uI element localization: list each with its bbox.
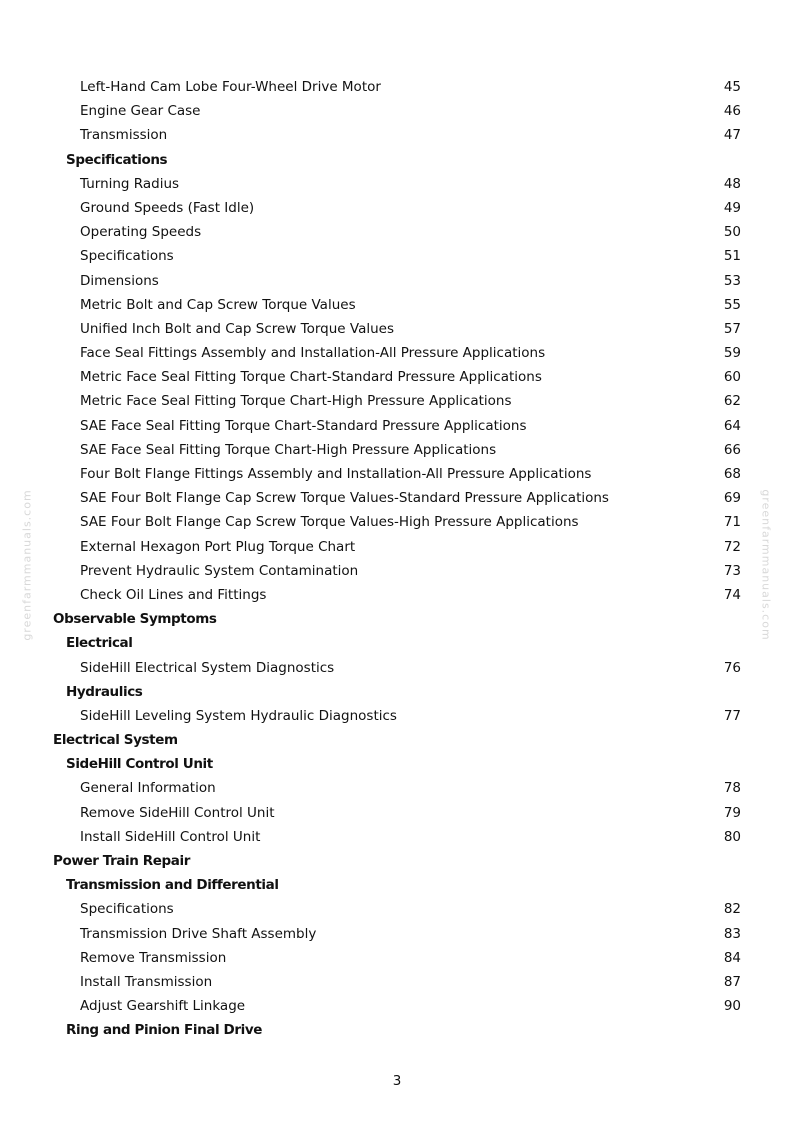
toc-entry-page: 79: [723, 804, 741, 821]
toc-entry-page: 47: [723, 127, 741, 144]
watermark-left: greenfarmmanuals.com: [20, 489, 34, 641]
toc-entry-title: SideHill Electrical System Diagnostics: [80, 659, 335, 676]
toc-heading[interactable]: [0, 680, 794, 704]
toc-entry[interactable]: [0, 244, 794, 268]
toc-entry[interactable]: [0, 75, 794, 99]
toc-entry-title: General Information: [80, 780, 216, 797]
toc-entry-title: Electrical: [66, 635, 133, 652]
toc-entry[interactable]: [0, 123, 794, 147]
toc-entry-title: Ground Speeds (Fast Idle): [80, 199, 255, 216]
toc-entry[interactable]: [0, 946, 794, 970]
toc-entry-page: 55: [723, 296, 741, 313]
toc-entry[interactable]: [0, 776, 794, 800]
toc-entry-title: Metric Bolt and Cap Screw Torque Values: [80, 296, 356, 313]
toc-heading[interactable]: [0, 631, 794, 655]
toc-entry-page: 69: [723, 490, 741, 507]
toc-entry-page: 45: [723, 79, 741, 95]
toc-entry-title: Install SideHill Control Unit: [80, 828, 261, 845]
toc-entry-page: 71: [723, 514, 741, 531]
toc-entry-page: 76: [723, 659, 741, 676]
toc-entry-page: 83: [723, 925, 741, 942]
toc-heading[interactable]: [0, 873, 794, 897]
toc-entry-title: Specifications: [80, 248, 174, 265]
toc-entry-title: Dimensions: [80, 272, 159, 289]
toc-heading[interactable]: [0, 849, 794, 873]
toc-entry[interactable]: [0, 970, 794, 994]
toc-entry-page: 90: [723, 998, 741, 1015]
toc-entry-title: SideHill Control Unit: [66, 756, 213, 773]
toc-entry[interactable]: [0, 196, 794, 220]
toc-entry[interactable]: [0, 704, 794, 728]
toc-entry[interactable]: [0, 462, 794, 486]
toc-entry-page: 80: [723, 828, 741, 845]
toc-entry-page: 57: [723, 320, 741, 337]
toc-entry-title: Install Transmission: [80, 973, 213, 990]
toc-entry[interactable]: [0, 172, 794, 196]
toc-entry-title: Prevent Hydraulic System Contamination: [80, 562, 359, 579]
toc-entry-page: 66: [723, 441, 741, 458]
toc-entry-title: Left-Hand Cam Lobe Four-Wheel Drive Motor: [80, 79, 381, 95]
toc-entry-title: Remove SideHill Control Unit: [80, 804, 275, 821]
toc-entry[interactable]: [0, 510, 794, 534]
toc-entry[interactable]: [0, 922, 794, 946]
toc-entry[interactable]: [0, 341, 794, 365]
toc-entry[interactable]: [0, 535, 794, 559]
toc-entry-title: Turning Radius: [80, 175, 180, 192]
toc-entry-title: Transmission and Differential: [66, 877, 279, 894]
toc-heading[interactable]: [0, 728, 794, 752]
toc-entry-page: 53: [723, 272, 741, 289]
toc-entry[interactable]: [0, 99, 794, 123]
toc-entry-title: Specifications: [66, 151, 168, 168]
toc-entry-page: 59: [723, 345, 741, 362]
toc-entry-page: 46: [723, 103, 741, 120]
toc-entry[interactable]: [0, 317, 794, 341]
toc-entry[interactable]: [0, 438, 794, 462]
toc-entry-title: Check Oil Lines and Fittings: [80, 586, 267, 603]
toc-entry[interactable]: [0, 414, 794, 438]
toc-entry-page: 51: [723, 248, 741, 265]
toc-entry-page: 62: [723, 393, 741, 410]
toc-entry-title: Operating Speeds: [80, 224, 202, 241]
toc-entry-title: Ring and Pinion Final Drive: [66, 1022, 262, 1039]
toc-entry[interactable]: [0, 897, 794, 921]
toc-entry-title: Transmission Drive Shaft Assembly: [80, 925, 317, 942]
toc-entry-title: SAE Four Bolt Flange Cap Screw Torque Values-Standard Pressure Applications: [80, 490, 609, 507]
toc-entry-title: Power Train Repair: [53, 853, 190, 869]
toc-entry-page: 87: [723, 973, 741, 990]
toc-entry[interactable]: [0, 583, 794, 607]
toc-entry-title: External Hexagon Port Plug Torque Chart: [80, 538, 356, 555]
toc-entry-page: 77: [723, 707, 741, 724]
toc-entry-page: 68: [723, 466, 741, 482]
toc-entry-page: 64: [723, 417, 741, 434]
toc-entry-page: 74: [723, 586, 741, 603]
page-number: 3: [392, 1073, 402, 1089]
toc-entry[interactable]: [0, 293, 794, 317]
toc-entry-title: Four Bolt Flange Fittings Assembly and Installation-All Pressure Applications: [80, 466, 592, 482]
toc-entry[interactable]: [0, 365, 794, 389]
toc-entry-title: Transmission: [80, 127, 168, 144]
toc-entry-title: SAE Four Bolt Flange Cap Screw Torque Values-High Pressure Applications: [80, 514, 579, 531]
toc-entry-title: Metric Face Seal Fitting Torque Chart-Standard Pressure Applications: [80, 369, 542, 386]
toc-entry[interactable]: [0, 656, 794, 680]
toc-entry-page: 82: [723, 901, 741, 918]
toc-entry[interactable]: [0, 486, 794, 510]
toc-heading[interactable]: [0, 607, 794, 631]
toc-entry-page: 78: [723, 780, 741, 797]
toc-entry[interactable]: [0, 220, 794, 244]
toc-entry[interactable]: [0, 801, 794, 825]
toc-entry-page: 84: [723, 949, 741, 966]
toc-entry[interactable]: [0, 389, 794, 413]
toc-entry[interactable]: [0, 994, 794, 1018]
watermark-right: greenfarmmanuals.com: [759, 489, 773, 641]
toc-entry-title: Metric Face Seal Fitting Torque Chart-High Pressure Applications: [80, 393, 512, 410]
toc-entry-title: Electrical System: [53, 732, 178, 749]
toc-entry-title: Observable Symptoms: [53, 611, 217, 628]
toc-entry-title: Hydraulics: [66, 683, 143, 700]
toc-entry-page: 60: [723, 369, 741, 386]
toc-entry-page: 50: [723, 224, 741, 241]
toc-heading[interactable]: [0, 148, 794, 172]
toc-entry-title: SideHill Leveling System Hydraulic Diagnostics: [80, 707, 397, 724]
toc-entry-title: Engine Gear Case: [80, 103, 201, 120]
toc-entry[interactable]: [0, 559, 794, 583]
toc-entry-page: 72: [723, 538, 741, 555]
toc-heading[interactable]: [0, 752, 794, 776]
toc-entry-page: 48: [723, 175, 741, 192]
toc-entry-title: Unified Inch Bolt and Cap Screw Torque Values: [80, 320, 395, 337]
toc-entry-page: 73: [723, 562, 741, 579]
toc-entry-title: Remove Transmission: [80, 949, 227, 966]
toc-entry-title: SAE Face Seal Fitting Torque Chart-High Pressure Applications: [80, 441, 497, 458]
toc-entry-title: Adjust Gearshift Linkage: [80, 998, 246, 1015]
toc-entry-title: SAE Face Seal Fitting Torque Chart-Standard Pressure Applications: [80, 417, 527, 434]
toc-entry[interactable]: [0, 825, 794, 849]
toc-entry-title: Specifications: [80, 901, 174, 918]
toc-entry-title: Face Seal Fittings Assembly and Installation-All Pressure Applications: [80, 345, 546, 362]
toc-entry[interactable]: [0, 269, 794, 293]
toc-entry-page: 49: [723, 199, 741, 216]
toc-heading[interactable]: [0, 1018, 794, 1042]
table-of-contents: [0, 75, 794, 1043]
